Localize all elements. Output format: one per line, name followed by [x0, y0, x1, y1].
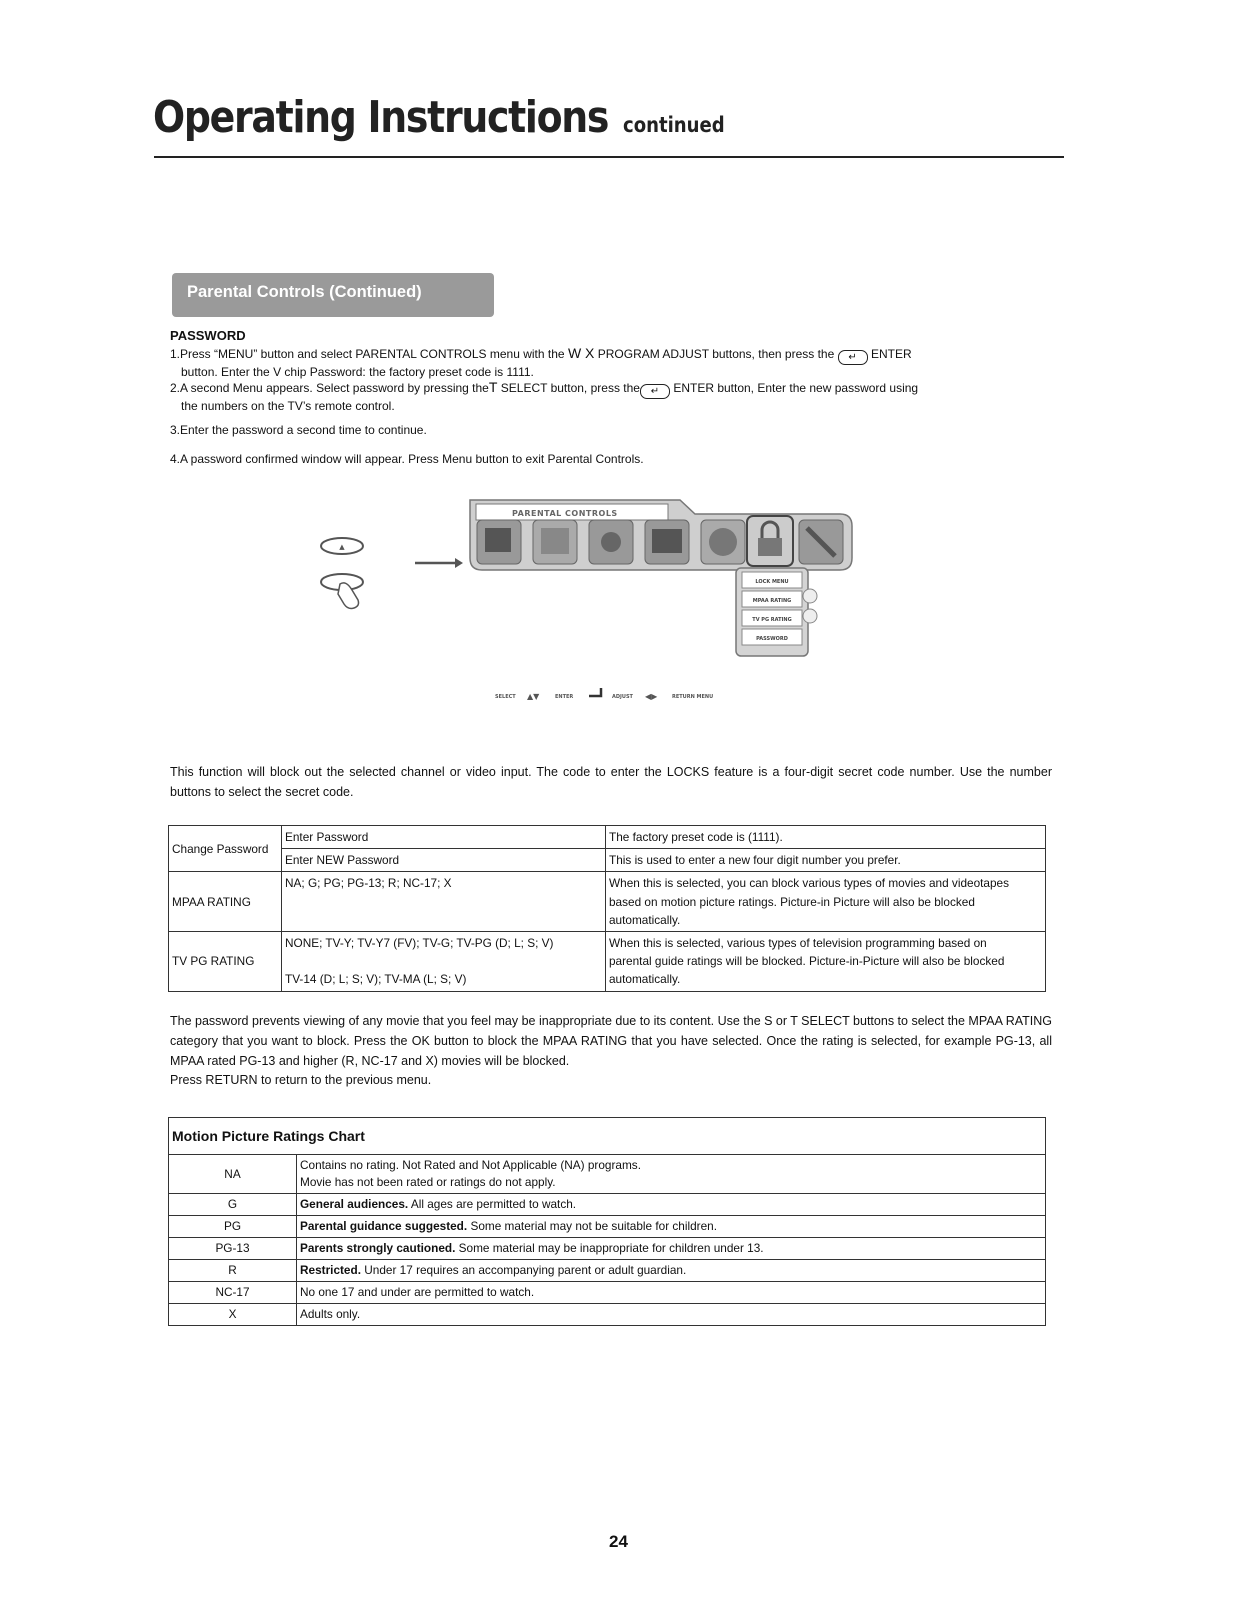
step-2-text-c: ENTER button, Enter the new password using: [673, 381, 919, 395]
parental-controls-menu-illustration: [300, 490, 880, 720]
step-1-text-b: PROGRAM ADJUST buttons, then press the: [597, 347, 835, 361]
table-cell: Enter NEW Password: [282, 849, 606, 872]
table-row: [169, 849, 1046, 872]
footer-adjust: ADJUST: [612, 694, 633, 700]
mpaa-desc-2: based on motion picture ratings. Picture-in Picture will also be blocked: [609, 894, 975, 909]
enter-return-icon: ↵: [640, 384, 670, 399]
rating-desc-text: Some material may be inappropriate for children under 13.: [455, 1241, 764, 1255]
table-row: [169, 1155, 1046, 1194]
tvpg-desc-3: automatically.: [609, 972, 681, 987]
submenu-item-tvpg: TV PG RATING: [752, 617, 792, 623]
rating-desc: [297, 1194, 1046, 1216]
rating-desc-bold: Restricted.: [300, 1263, 361, 1277]
rating-desc-line: Contains no rating. Not Rated and Not Applicable (NA) programs.: [300, 1158, 641, 1172]
header-rule: [154, 156, 1064, 158]
tvpg-options-1: NONE; TV-Y; TV-Y7 (FV); TV-G; TV-PG (D; L; S; V): [285, 936, 554, 951]
rating-code: NC-17: [169, 1282, 297, 1304]
table-row: [169, 1304, 1046, 1326]
table-row: [169, 872, 1046, 932]
step-1: [170, 346, 912, 380]
row-label-change-password: Change Password: [169, 826, 282, 872]
up-down-icon: ▲▼: [527, 692, 540, 701]
rating-desc: No one 17 and under are permitted to watch.: [297, 1282, 1046, 1304]
step-2: [170, 380, 918, 414]
row-label-tvpg: TV PG RATING: [169, 932, 282, 992]
submenu-item-password: PASSWORD: [756, 636, 788, 642]
rating-desc: [297, 1260, 1046, 1282]
step-2-line-2: the numbers on the TV’s remote control.: [181, 399, 395, 413]
rating-code: R: [169, 1260, 297, 1282]
step-2-text-b: SELECT button, press the: [500, 381, 640, 395]
left-right-arrows: W X: [567, 345, 595, 361]
table-row: [169, 932, 1046, 992]
rating-desc: [297, 1155, 1046, 1194]
step-4: 4.A password confirmed window will appear. Press Menu button to exit Parental Controls.: [170, 452, 644, 466]
mpaa-desc-1: When this is selected, you can block various types of movies and videotapes: [609, 876, 1009, 891]
rating-desc: [297, 1216, 1046, 1238]
page-title-suffix: continued: [623, 113, 725, 137]
left-right-icon: ◀▶: [645, 692, 658, 701]
tvpg-desc-1: When this is selected, various types of television programming based on: [609, 936, 987, 951]
rating-desc-text: All ages are permitted to watch.: [408, 1197, 577, 1211]
table-cell: [606, 932, 1046, 992]
rating-desc-bold: Parental guidance suggested.: [300, 1219, 468, 1233]
section-tab-label: Parental Controls (Continued): [187, 283, 422, 301]
rating-code: X: [169, 1304, 297, 1326]
table-row: [169, 1282, 1046, 1304]
footer-return: RETURN MENU: [672, 694, 714, 700]
down-arrow: T: [488, 379, 498, 395]
page-title: Operating Instructions: [153, 92, 609, 143]
table-row: [169, 1238, 1046, 1260]
password-paragraph: The password prevents viewing of any movie that you feel may be inappropriate due to its content. Use the S or T SELECT buttons to select the MPAA RATING category that you want to block. Press the OK button to block the MPAA RATING that you have selected. Once the rating is selected, for example PG-13, all MPAA rated PG-13 and higher (R, NC-17 and X) movies will be blocked.: [170, 1014, 1052, 1068]
section-tab: [172, 273, 494, 317]
table-row: [169, 1216, 1046, 1238]
ratings-chart-title: Motion Picture Ratings Chart: [169, 1118, 1046, 1155]
footer-select: SELECT: [495, 694, 516, 700]
table-row: [169, 1194, 1046, 1216]
rating-code: PG: [169, 1216, 297, 1238]
rating-code: PG-13: [169, 1238, 297, 1260]
row-label-mpaa: MPAA RATING: [169, 872, 282, 932]
step-1-line-2: button. Enter the V chip Password: the factory preset code is 1111.: [181, 365, 534, 379]
tvpg-options-2: TV-14 (D; L; S; V); TV-MA (L; S; V): [285, 972, 467, 987]
rating-code: G: [169, 1194, 297, 1216]
table-cell: The factory preset code is (1111).: [606, 826, 1046, 849]
tvpg-desc-2: parental guide ratings will be blocked. Picture-in-Picture will also be blocked: [609, 954, 1005, 969]
rating-desc: Adults only.: [297, 1304, 1046, 1326]
table-cell: [606, 872, 1046, 932]
settings-table: [168, 825, 1046, 992]
rating-desc-bold: Parents strongly cautioned.: [300, 1241, 456, 1255]
return-line: Press RETURN to return to the previous menu.: [170, 1073, 432, 1087]
enter-icon: [589, 688, 601, 696]
rating-desc-text: Under 17 requires an accompanying parent or adult guardian.: [360, 1263, 687, 1277]
rating-desc-text: Some material may not be suitable for children.: [467, 1219, 717, 1233]
submenu-item-mpaa: MPAA RATING: [752, 598, 792, 604]
rating-desc: [297, 1238, 1046, 1260]
rating-code: NA: [169, 1155, 297, 1194]
table-cell: Enter Password: [282, 826, 606, 849]
step-2-text-a: 2.A second Menu appears. Select password by pressing the: [170, 381, 489, 395]
table-row: [169, 826, 1046, 849]
password-heading: PASSWORD: [170, 328, 246, 343]
ratings-chart-table: [168, 1117, 1046, 1326]
mpaa-desc-3: automatically.: [609, 912, 681, 927]
menu-title: PARENTAL CONTROLS: [512, 509, 618, 518]
enter-return-icon: ↵: [838, 350, 868, 365]
table-row: [169, 1260, 1046, 1282]
rating-desc-line: Movie has not been rated or ratings do not apply.: [300, 1175, 556, 1189]
step-1-text-c: ENTER: [870, 347, 912, 361]
rating-desc-bold: General audiences.: [300, 1197, 409, 1211]
table-cell: [282, 932, 606, 992]
table-cell: This is used to enter a new four digit number you prefer.: [606, 849, 1046, 872]
step-3: 3.Enter the password a second time to continue.: [170, 423, 427, 437]
table-header-row: [169, 1118, 1046, 1155]
table-cell: NA; G; PG; PG-13; R; NC-17; X: [282, 872, 606, 932]
intro-paragraph: This function will block out the selected channel or video input. The code to enter the LOCKS feature is a four-digit secret code number. Use the number buttons to select the secret code.: [170, 765, 1052, 799]
svg-text:▲: ▲: [339, 543, 345, 551]
step-1-text-a: 1.Press “MENU” button and select PARENTAL CONTROLS menu with the: [170, 347, 565, 361]
page-number: 24: [609, 1532, 628, 1551]
submenu-item-lock: LOCK MENU: [755, 579, 789, 585]
footer-enter: ENTER: [555, 694, 574, 700]
